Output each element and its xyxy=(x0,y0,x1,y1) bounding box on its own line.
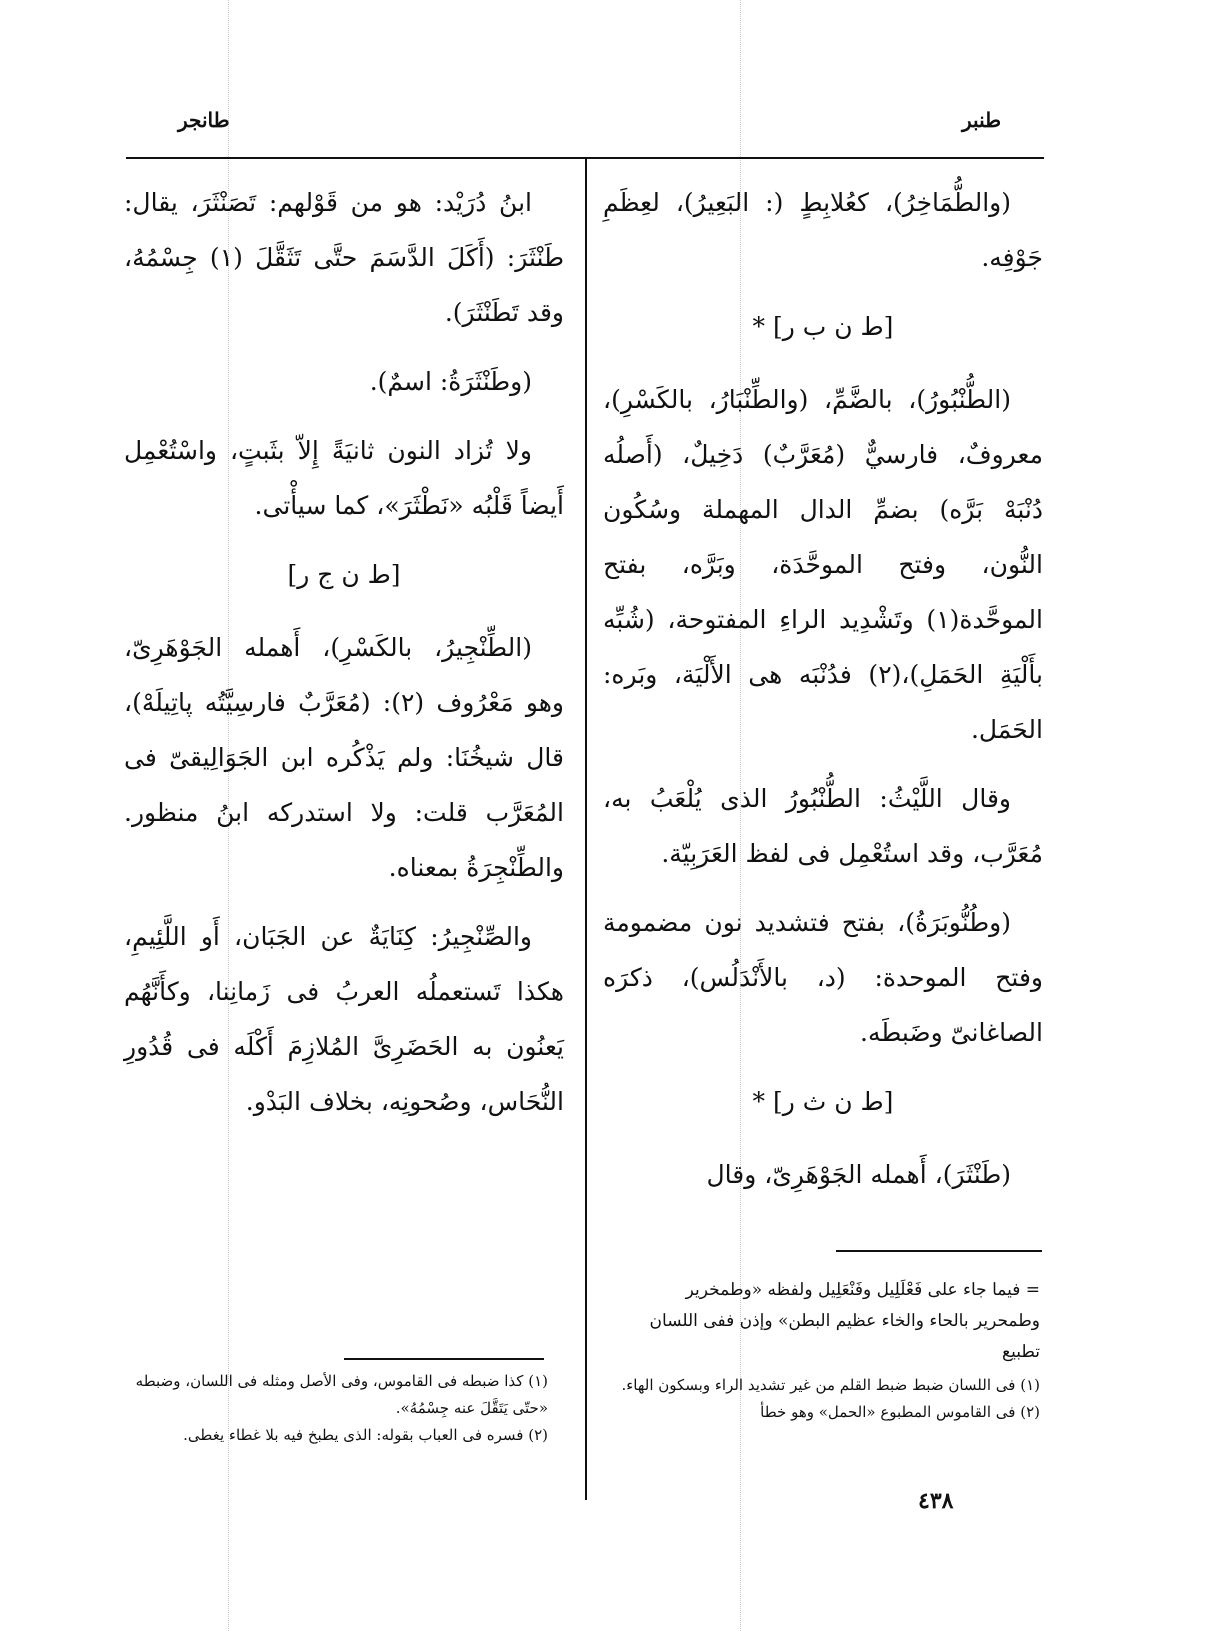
entry-paragraph: (الطِّنْجِيرُ، بالكَسْرِ)، أَهمله الجَوْهَرِىّ، وهو مَعْرُوف (٢): (مُعَرَّبٌ فارسِيَّتُه پاتِيلَهْ)، قال شيخُنَا: ولم يَذْكُره ابن الجَوَالِيقىّ فى المُعَرَّب قلت: ولا استدركه ابنُ منظور. والطِّنْجِرَةُ بمعناه. xyxy=(124,633,564,882)
left-column xyxy=(124,175,564,1143)
column-divider xyxy=(585,158,587,1500)
entry-paragraph: (والطُّمَاخِرُ)، كعُلابِطٍ (: البَعِيرُ)، لعِظَمِ جَوْفِه. xyxy=(603,188,1043,272)
entry-paragraph: (الطُّنْبُورُ)، بالضَّمِّ، (والطِّنْبَارُ، بالكَسْرِ)، معروفٌ، فارسيٌّ (مُعَرَّبٌ) دَخِيلٌ، (أَصلُه دُنْبَهْ بَرَّه) بضمِّ الدال المهملة وسُكُون النُّون، وفتح الموحَّدَة، وبَرَّه، بفتح الموحَّدة(١) وتَشْدِيد الراءِ المفتوحة، (شُبِّه بأَلْيَةِ الحَمَلِ)،(٢) فدُنْبَه هى الأَلْيَة، وبَره: الحَمَل. xyxy=(603,385,1043,744)
entry-heading: [ط ن ج ر] xyxy=(287,560,401,589)
footnote-continuation: = فيما جاء على فَعْلَلِيل وفَنْعَلِيل ولفظه «وطمخرير وطمحرير بالحاء والخاء عظيم البطن» وإذن ففى اللسان تطبيع xyxy=(649,1280,1040,1362)
entry-heading: [ط ن ب ر] * xyxy=(752,312,894,341)
entry-paragraph: (وطُنُّوبَرَةُ)، بفتح فتشديد نون مضمومة وفتح الموحدة: (د، بالأَنْدَلُس)، ذكرَه الصاغانىّ وضَبطَه. xyxy=(603,908,1043,1047)
entry-heading: [ط ن ث ر] * xyxy=(752,1087,894,1116)
footnotes-left xyxy=(118,1368,548,1449)
page-number: ٤٣٨ xyxy=(918,1488,954,1514)
entry-paragraph: (طَنْثَرَ)، أَهمله الجَوْهَرِىّ، وقال xyxy=(706,1160,1011,1189)
entry-paragraph: ولا تُزاد النون ثانيَةً إِلاّ بثَبتٍ، واسْتُعْمِل أَيضاً قَلْبُه «نَطْثَرَ»، كما سيأْتى. xyxy=(124,436,564,520)
footnote: (٢) فسره فى العباب بقوله: الذى يطبخ فيه بلا غطاء يغطى. xyxy=(183,1426,548,1444)
entry-paragraph: والصِّنْجِيرُ: كِنَايَةٌ عن الجَبَان، أَو اللَّئِيمِ، هكذا تَستعملُه العربُ فى زَمانِنا، وكأَنَّهُم يَعنُون به الحَضَرِىَّ المُلازِمَ أَكْلَه فى قُدُورِ النُّحَاس، وصُحونِه، بخلاف البَدْو. xyxy=(124,922,564,1116)
entry-paragraph: وقال اللَّيْثُ: الطُّنْبُورُ الذى يُلْعَبُ به، مُعَرَّب، وقد استُعْمِل فى لفظ العَرَبِيّة. xyxy=(603,784,1043,868)
running-header-right: طنبر xyxy=(962,108,1002,132)
right-column xyxy=(603,175,1043,1216)
footnote: (١) كذا ضبطه فى القاموس، وفى الأصل ومثله فى اللسان، وضبطه «حتّى يَتَقَّلَ عنه جِسْمُهُ». xyxy=(135,1372,548,1417)
entry-paragraph: (وطَنْثَرَةُ: اسمٌ). xyxy=(369,367,532,396)
footnote: (٢) فى القاموس المطبوع «الحمل» وهو خطأ xyxy=(760,1403,1040,1421)
footnotes-right xyxy=(620,1275,1040,1426)
footnote: (١) فى اللسان ضبط ضبط القلم من غير تشديد الراء وبسكون الهاء. xyxy=(621,1376,1040,1394)
entry-paragraph: ابنُ دُرَيْد: هو من قَوْلهم: تَصَنْثَرَ، يقال: طَنْثَرَ: (أَكَلَ الدَّسَمَ حتَّى تَثَقَّلَ (١) جِسْمُهُ، وقد تَطَنْثَرَ). xyxy=(124,188,564,327)
footnote-rule-left xyxy=(344,1358,544,1360)
running-header-left: طانجر xyxy=(178,108,230,132)
footnote-rule-right xyxy=(836,1250,1042,1252)
